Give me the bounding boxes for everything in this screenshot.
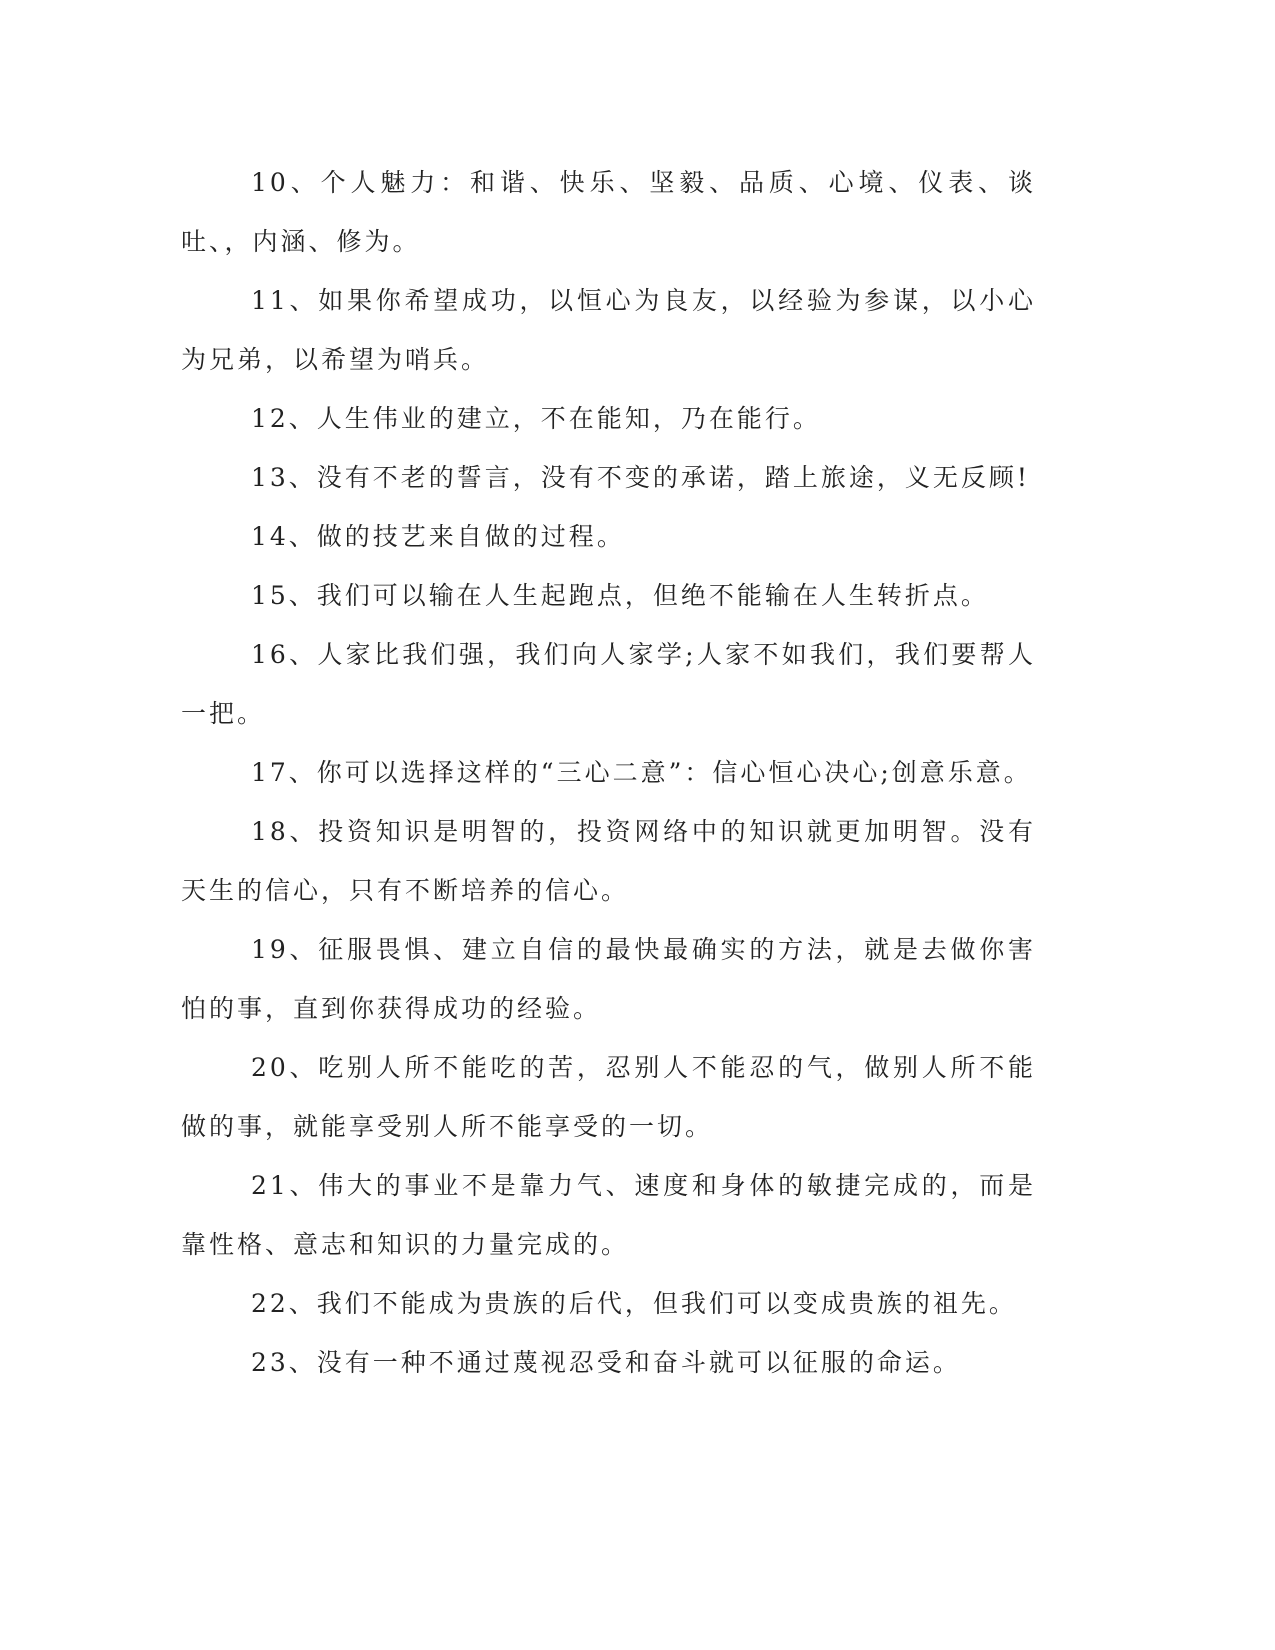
quote-paragraph-14: 14、做的技艺来自做的过程。: [251, 522, 625, 551]
quote-paragraph-23: 23、没有一种不通过蔑视忍受和奋斗就可以征服的命运。: [251, 1348, 961, 1377]
quote-paragraph-18: 18、投资知识是明智的，投资网络中的知识就更加明智。没有天生的信心，只有不断培养的信心。: [181, 817, 1036, 905]
quote-paragraph-15: 15、我们可以输在人生起跑点，但绝不能输在人生转折点。: [251, 581, 989, 610]
quote-paragraph-11: 11、如果你希望成功，以恒心为良友，以经验为参谋，以小心为兄弟，以希望为哨兵。: [181, 286, 1036, 374]
quote-paragraph-19: 19、征服畏惧、建立自信的最快最确实的方法，就是去做你害怕的事，直到你获得成功的经验。: [181, 935, 1036, 1023]
quote-paragraph-20: 20、吃别人所不能吃的苦，忍别人不能忍的气，做别人所不能做的事，就能享受别人所不能享受的一切。: [181, 1053, 1036, 1141]
quote-paragraph-21: 21、伟大的事业不是靠力气、速度和身体的敏捷完成的，而是靠性格、意志和知识的力量完成的。: [181, 1171, 1036, 1259]
quote-paragraph-16: 16、人家比我们强，我们向人家学;人家不如我们，我们要帮人一把。: [181, 640, 1036, 728]
quote-paragraph-13: 13、没有不老的誓言，没有不变的承诺，踏上旅途，义无反顾!: [251, 463, 1030, 492]
quote-paragraph-10: 10、个人魅力：和谐、快乐、坚毅、品质、心境、仪表、谈吐、，内涵、修为。: [181, 168, 1036, 256]
quote-paragraph-22: 22、我们不能成为贵族的后代，但我们可以变成贵族的祖先。: [251, 1289, 1017, 1318]
quote-paragraph-12: 12、人生伟业的建立，不在能知，乃在能行。: [251, 404, 821, 433]
quote-paragraph-17: 17、你可以选择这样的“三心二意”：信心恒心决心;创意乐意。: [251, 758, 1032, 787]
document-body: [181, 153, 1036, 1392]
